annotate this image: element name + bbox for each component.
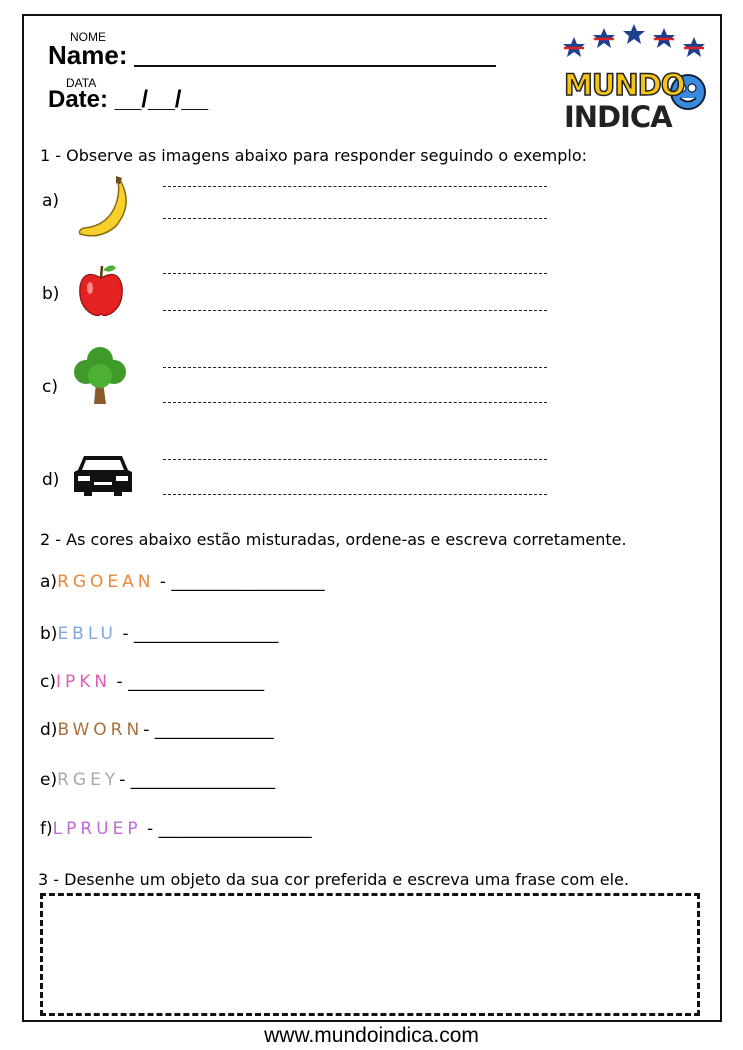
answer-blank[interactable]: ______________ [154, 720, 274, 740]
nome-label: NOME [70, 30, 106, 44]
car-icon [72, 452, 134, 498]
answer-blank[interactable]: _________________ [133, 624, 279, 644]
q3-title: 3 - Desenhe um objeto da sua cor preferida e escreva uma frase com ele. [38, 870, 630, 889]
banana-icon [74, 174, 134, 240]
q1-answer-line-a2[interactable] [163, 218, 547, 219]
q2-letter: f) [40, 819, 53, 839]
logo-indica: INDICA [564, 100, 672, 134]
q2-row-d [40, 720, 274, 740]
q1-answer-line-a1[interactable] [163, 186, 547, 187]
q2-title: 2 - As cores abaixo estão misturadas, ordene-as e escreva corretamente. [40, 530, 627, 549]
q1-letter-a: a) [42, 191, 60, 211]
separator: - [119, 770, 126, 790]
q2-row-e [40, 770, 275, 790]
tree-icon [72, 344, 128, 406]
q2-row-c [40, 672, 264, 692]
q2-row-a [40, 572, 324, 592]
q2-row-f [40, 819, 312, 839]
separator: - [111, 672, 123, 692]
q2-row-b [40, 624, 278, 644]
scrambled-word: IPKN [55, 672, 112, 692]
apple-icon [76, 262, 126, 318]
logo-mundo: MUNDO [564, 68, 685, 102]
separator: - [116, 624, 129, 644]
q1-answer-line-c2[interactable] [163, 402, 547, 403]
date-label: Date: __/__/__ [48, 86, 209, 113]
scrambled-word: EBLU [57, 624, 117, 644]
name-input-line[interactable] [134, 65, 496, 67]
q2-letter: a) [40, 572, 58, 592]
separator: - [141, 819, 154, 839]
q1-letter-b: b) [42, 284, 60, 304]
drawing-area[interactable] [40, 893, 700, 1016]
scrambled-word: RGOEAN [57, 572, 155, 592]
scrambled-word: LPRUEP [52, 819, 142, 839]
q2-letter: d) [40, 720, 58, 740]
scrambled-word: RGEY [57, 770, 120, 790]
q1-answer-line-d2[interactable] [163, 494, 547, 495]
data-label: DATA [66, 76, 97, 90]
footer-url[interactable]: www.mundoindica.com [264, 1024, 479, 1047]
q1-letter-c: c) [42, 377, 58, 397]
q2-letter: b) [40, 624, 58, 644]
separator: - [154, 572, 167, 592]
q1-answer-line-c1[interactable] [163, 367, 547, 368]
q1-answer-line-d1[interactable] [163, 459, 547, 460]
q1-answer-line-b2[interactable] [163, 310, 547, 311]
answer-blank[interactable]: __________________ [158, 819, 312, 839]
q1-letter-d: d) [42, 470, 60, 490]
answer-blank[interactable]: ________________ [128, 672, 265, 692]
mundo-indica-logo [558, 22, 718, 134]
separator: - [143, 720, 150, 740]
scrambled-word: BWORN [57, 720, 144, 740]
answer-blank[interactable]: __________________ [171, 572, 325, 592]
q1-title: 1 - Observe as imagens abaixo para responder seguindo o exemplo: [40, 146, 588, 165]
name-label: Name: [48, 40, 128, 70]
q2-letter: e) [40, 770, 58, 790]
q1-answer-line-b1[interactable] [163, 273, 547, 274]
q2-letter: c) [40, 672, 56, 692]
answer-blank[interactable]: _________________ [130, 770, 276, 790]
